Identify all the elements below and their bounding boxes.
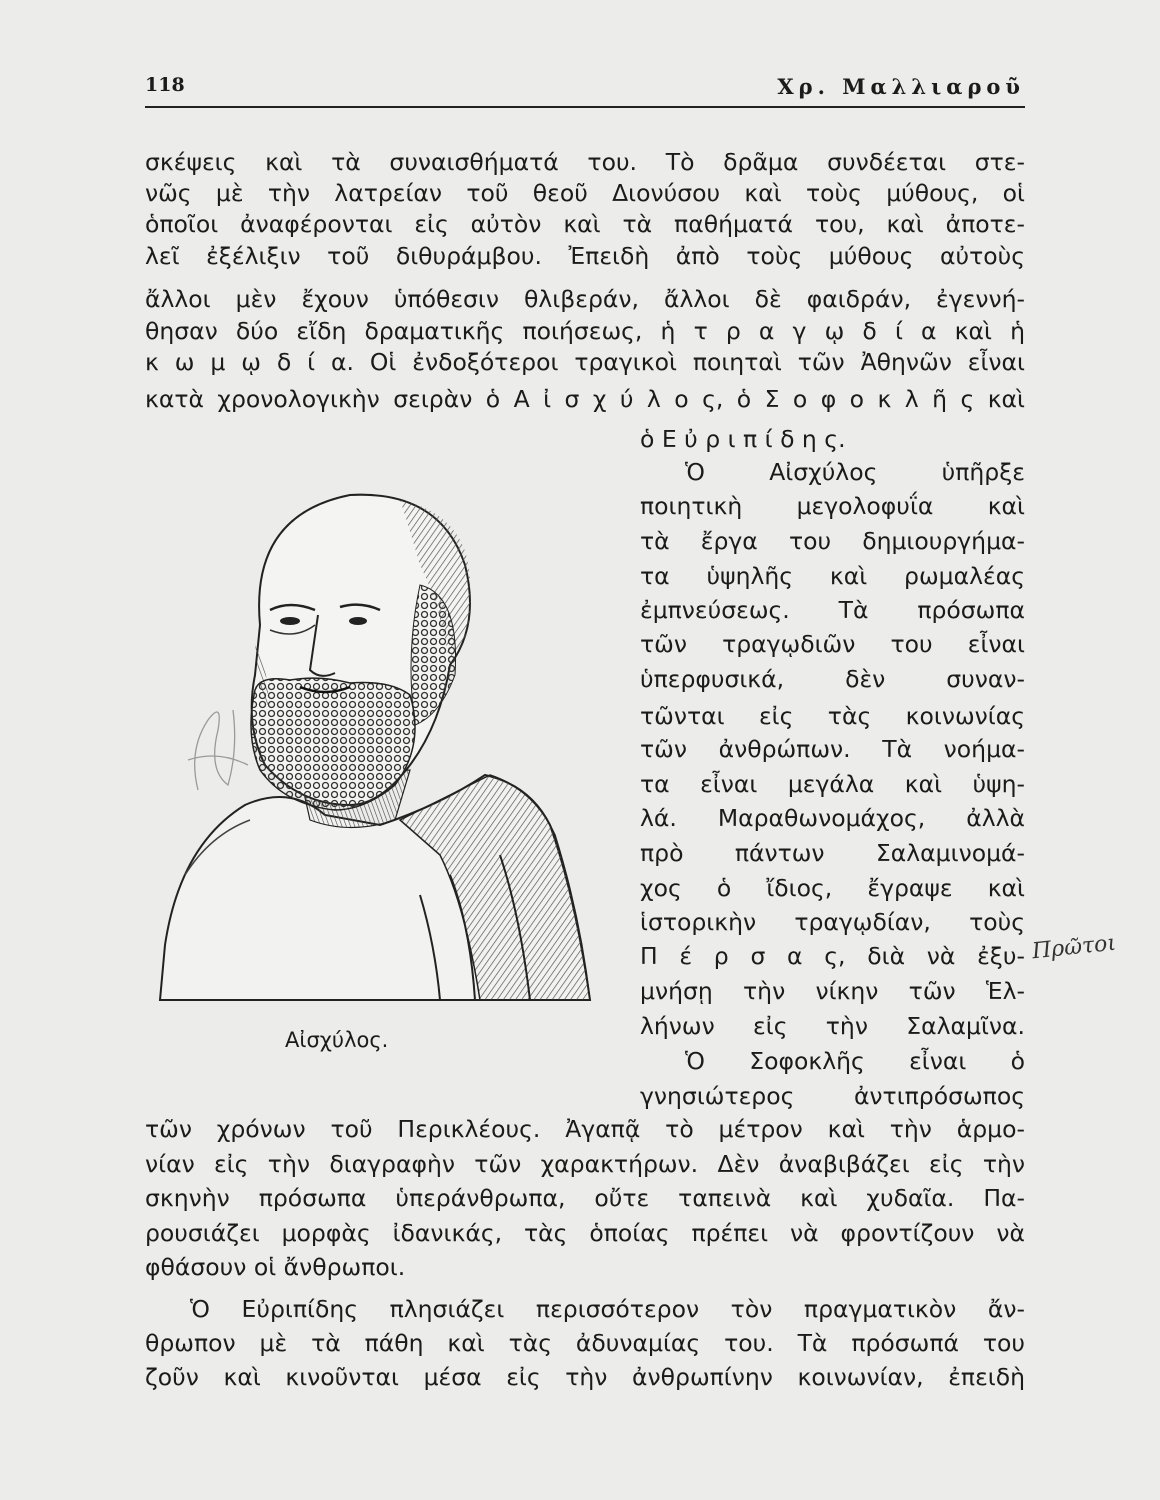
text-line: λεῖ ἐξέλιξιν τοῦ διθυράμβου. Ἐπειδὴ ἀπὸ τοὺς μύθους αὐτοὺς: [145, 242, 1025, 270]
text-line: ρουσιάζει μορφὰς ἰδανικάς, τὰς ὁποίας πρέπει νὰ φροντίζουν νὰ: [145, 1219, 1025, 1247]
pencil-scribble-icon: [178, 690, 258, 800]
column-line: τῶν ἀνθρώπων. Τὰ νοήμα-: [640, 735, 1025, 763]
column-line: τα ὑψηλῆς καὶ ρωμαλέας: [640, 562, 1025, 590]
column-line: χος ὁ ἴδιος, ἔγραψε καὶ: [640, 874, 1025, 902]
figure-caption: Αἰσχύλος.: [285, 1028, 389, 1052]
text-line: σκηνὴν πρόσωπα ὑπεράνθρωπα, οὔτε ταπεινὰ καὶ χυδαῖα. Πα-: [145, 1184, 1025, 1212]
column-line: ὁ Ε ὐ ρ ι π ί δ η ς.: [640, 425, 846, 453]
column-line: τὰ ἔργα του δημιουργήμα-: [640, 527, 1025, 555]
page-number: 118: [145, 74, 185, 96]
page-header: [145, 72, 1025, 108]
text-line: σκέψεις καὶ τὰ συναισθήματά του. Τὸ δρᾶμα συνδέεται στε-: [145, 148, 1025, 176]
text-line: τῶν χρόνων τοῦ Περικλέους. Ἀγαπᾷ τὸ μέτρον καὶ τὴν ἁρμο-: [145, 1115, 1025, 1143]
text-line: θησαν δύο εἴδη δραματικῆς ποιήσεως, ἡ τ ρ α γ ῳ δ ί α καὶ ἡ: [145, 317, 1025, 345]
column-line: ἐμπνεύσεως. Τὰ πρόσωπα: [640, 596, 1025, 624]
text-line: φθάσουν οἱ ἄνθρωποι.: [145, 1253, 406, 1281]
running-head: Χρ. Μαλλιαροῦ: [777, 74, 1025, 99]
text-line: νίαν εἰς τὴν διαγραφὴν τῶν χαρακτήρων. Δὲν ἀναβιβάζει εἰς τὴν: [145, 1150, 1025, 1178]
column-line: λήνων εἰς τὴν Σαλαμῖνα.: [640, 1012, 1025, 1040]
text-line: θρωπον μὲ τὰ πάθη καὶ τὰς ἀδυναμίας του. Τὰ πρόσωπά του: [145, 1329, 1025, 1357]
text-line: νῶς μὲ τὴν λατρείαν τοῦ θεοῦ Διονύσου καὶ τοὺς μύθους, οἱ: [145, 179, 1025, 207]
column-line: Ὁ Σοφοκλῆς εἶναι ὁ: [685, 1047, 1025, 1075]
column-line: Π έ ρ σ α ς, διὰ νὰ ἐξυ-: [640, 942, 1025, 970]
text-line: κ ω μ ῳ δ ί α. Οἱ ἐνδοξότεροι τραγικοὶ ποιηταὶ τῶν Ἀθηνῶν εἶναι: [145, 348, 1025, 376]
column-line: ἱστορικὴν τραγῳδίαν, τοὺς: [640, 908, 1025, 936]
column-line: τῶνται εἰς τὰς κοινωνίας: [640, 702, 1025, 730]
column-line: Ὁ Αἰσχύλος ὑπῆρξε: [685, 458, 1025, 486]
text-line: ζοῦν καὶ κινοῦνται μέσα εἰς τὴν ἀνθρωπίνην κοινωνίαν, ἐπειδὴ: [145, 1363, 1025, 1391]
handwritten-margin-note: Πρῶτοι: [1030, 930, 1118, 965]
column-line: τῶν τραγῳδιῶν του εἶναι: [640, 630, 1025, 658]
column-line: τα εἶναι μεγάλα καὶ ὑψη-: [640, 770, 1025, 798]
text-line: Ὁ Εὐριπίδης πλησιάζει περισσότερον τὸν πραγματικὸν ἄν-: [190, 1295, 1025, 1323]
column-line: μνήσῃ τὴν νίκην τῶν Ἑλ-: [640, 977, 1025, 1005]
column-line: ποιητικὴ μεγολοφυΐα καὶ: [640, 492, 1025, 520]
text-line: ὁποῖοι ἀναφέρονται εἰς αὐτὸν καὶ τὰ παθήματά του, καὶ ἀποτε-: [145, 210, 1025, 238]
column-line: γνησιώτερος ἀντιπρόσωπος: [640, 1082, 1025, 1110]
column-line: πρὸ πάντων Σαλαμινομά-: [640, 839, 1025, 867]
text-line: ἄλλοι μὲν ἔχουν ὑπόθεσιν θλιβεράν, ἄλλοι δὲ φαιδράν, ἐγεννή-: [145, 285, 1025, 313]
text-line: κατὰ χρονολογικὴν σειρὰν ὁ Α ἰ σ χ ύ λ ο ς, ὁ Σ ο φ ο κ λ ῆ ς καὶ: [145, 385, 1025, 413]
column-line: λά. Μαραθωνομάχος, ἀλλὰ: [640, 804, 1025, 832]
column-line: ὑπερφυσικά, δὲν συναν-: [640, 665, 1025, 693]
